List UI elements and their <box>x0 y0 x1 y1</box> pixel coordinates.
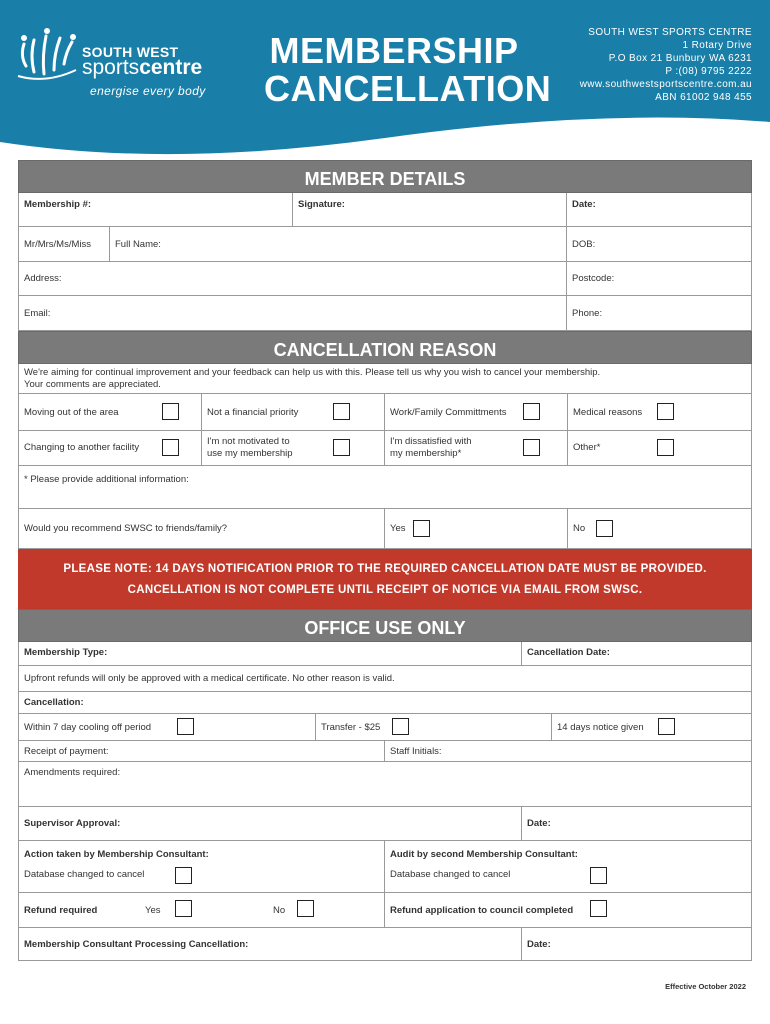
logo-mark-icon <box>16 26 80 86</box>
changing-facility-checkbox[interactable] <box>162 439 179 456</box>
phone-field[interactable]: Phone: <box>572 307 603 319</box>
title-field[interactable]: Mr/Mrs/Ms/Miss <box>19 227 110 261</box>
address-field[interactable]: Address: <box>19 262 567 295</box>
cancellation-form <box>18 160 752 961</box>
postcode-field[interactable]: Postcode: <box>572 273 615 284</box>
email-field[interactable]: Email: <box>19 296 567 330</box>
row-processing <box>18 928 752 961</box>
effective-date: Effective October 2022 <box>665 982 746 991</box>
staff-initials-field[interactable]: Staff Initials: <box>390 745 442 757</box>
notice-given-option: 14 days notice given <box>552 714 751 740</box>
refund-no-label: No <box>273 905 286 916</box>
date-field[interactable]: Date: <box>572 199 596 210</box>
notice-given-checkbox[interactable] <box>658 718 675 735</box>
row-name <box>18 227 752 262</box>
dissatisfied-checkbox[interactable] <box>523 439 540 456</box>
supervisor-date-field[interactable]: Date: <box>527 818 551 829</box>
refund-required-block: Refund required Yes No <box>19 893 385 927</box>
brand-name-line1: SOUTH WEST <box>82 44 179 60</box>
cooling-off-checkbox[interactable] <box>177 718 194 735</box>
recommend-yes: Yes <box>385 509 568 548</box>
row-refund-note <box>18 666 752 692</box>
row-reasons-2 <box>18 431 752 466</box>
row-membership <box>18 193 752 227</box>
reason-moving: Moving out of the area <box>19 394 202 430</box>
refund-yes-label: Yes <box>145 905 161 916</box>
medical-checkbox[interactable] <box>657 403 674 420</box>
cancellation-date-field[interactable]: Cancellation Date: <box>527 647 610 658</box>
signature-field[interactable]: Signature: <box>293 193 567 226</box>
work-family-checkbox[interactable] <box>523 403 540 420</box>
row-reasons-1 <box>18 394 752 431</box>
transfer-checkbox[interactable] <box>392 718 409 735</box>
recommend-no-checkbox[interactable] <box>596 520 613 537</box>
action-taken-block: Action taken by Membership Consultant: Database changed to cancel <box>19 841 385 892</box>
refund-application-block: Refund application to council completed <box>385 893 751 927</box>
cooling-off-option: Within 7 day cooling off period <box>19 714 316 740</box>
row-additional-info <box>18 466 752 509</box>
recommend-question: Would you recommend SWSC to friends/family? <box>19 509 385 548</box>
row-membership-type <box>18 642 752 666</box>
action-db-changed-checkbox[interactable] <box>175 867 192 884</box>
row-refund <box>18 893 752 928</box>
refund-note: Upfront refunds will only be approved with a medical certificate. No other reason is valid. <box>24 673 395 684</box>
row-receipt <box>18 741 752 762</box>
row-address <box>18 262 752 296</box>
reason-other: Other* <box>568 431 751 465</box>
reason-not-motivated: I'm not motivated to use my membership <box>202 431 385 465</box>
cancellation-label: Cancellation: <box>24 697 84 708</box>
other-checkbox[interactable] <box>657 439 674 456</box>
audit-block: Audit by second Membership Consultant: Database changed to cancel <box>385 841 751 892</box>
brand-tagline: energise every body <box>90 84 206 98</box>
reason-work-family: Work/Family Committments <box>385 394 568 430</box>
recommend-yes-checkbox[interactable] <box>413 520 430 537</box>
amendments-field[interactable]: Amendments required: <box>24 767 121 778</box>
row-reason-intro <box>18 364 752 394</box>
brand-name-line2: sportscentre <box>82 56 203 79</box>
row-amendments <box>18 762 752 807</box>
reason-dissatisfied: I'm dissatisfied with my membership* <box>385 431 568 465</box>
financial-checkbox[interactable] <box>333 403 350 420</box>
membership-number-field[interactable]: Membership #: <box>19 193 293 226</box>
refund-yes-checkbox[interactable] <box>175 900 192 917</box>
section-office-use: OFFICE USE ONLY <box>18 609 752 642</box>
row-email <box>18 296 752 331</box>
transfer-option: Transfer - $25 <box>316 714 552 740</box>
processing-consultant-field[interactable]: Membership Consultant Processing Cancellation: <box>19 928 522 960</box>
reason-intro-text: We're aiming for continual improvement and your feedback can help us with this. Please tell us why you wish to cancel your membership. Your comments are appreciated. <box>24 366 601 390</box>
processing-date-field[interactable]: Date: <box>527 938 551 950</box>
section-member-details: MEMBER DETAILS <box>18 160 752 193</box>
moving-checkbox[interactable] <box>162 403 179 420</box>
supervisor-field[interactable]: Supervisor Approval: <box>19 807 522 840</box>
notice-banner: PLEASE NOTE: 14 DAYS NOTIFICATION PRIOR TO THE REQUIRED CANCELLATION DATE MUST BE PROVIDED. CANCELLATION IS NOT COMPLETE UNTIL RECEIPT OF NOTICE VIA EMAIL FROM SWSC. <box>18 549 752 609</box>
row-action-audit <box>18 841 752 893</box>
additional-info-field[interactable]: * Please provide additional information: <box>24 474 189 485</box>
recommend-no: No <box>568 509 751 548</box>
swsc-logo <box>16 26 226 106</box>
row-recommend <box>18 509 752 549</box>
row-supervisor <box>18 807 752 841</box>
refund-application-checkbox[interactable] <box>590 900 607 917</box>
refund-no-checkbox[interactable] <box>297 900 314 917</box>
reason-medical: Medical reasons <box>568 394 751 430</box>
full-name-field[interactable]: Full Name: <box>110 227 567 261</box>
dob-field[interactable]: DOB: <box>572 238 596 250</box>
receipt-field[interactable]: Receipt of payment: <box>19 741 385 761</box>
section-cancellation-reason: CANCELLATION REASON <box>18 331 752 364</box>
page-header <box>0 0 770 160</box>
page-title: MEMBERSHIP CANCELLATION <box>264 30 552 109</box>
not-motivated-checkbox[interactable] <box>333 439 350 456</box>
row-cancellation-label <box>18 692 752 714</box>
row-cancellation-options <box>18 714 752 741</box>
audit-db-changed-checkbox[interactable] <box>590 867 607 884</box>
contact-block: SOUTH WEST SPORTS CENTRE 1 Rotary Drive P.O Box 21 Bunbury WA 6231 P :(08) 9795 2222 www.southwestsportscentre.com.au ABN 61002 948 455 <box>579 27 752 103</box>
membership-type-field[interactable]: Membership Type: <box>19 642 522 665</box>
reason-financial: Not a financial priority <box>202 394 385 430</box>
reason-changing-facility: Changing to another facility <box>19 431 202 465</box>
